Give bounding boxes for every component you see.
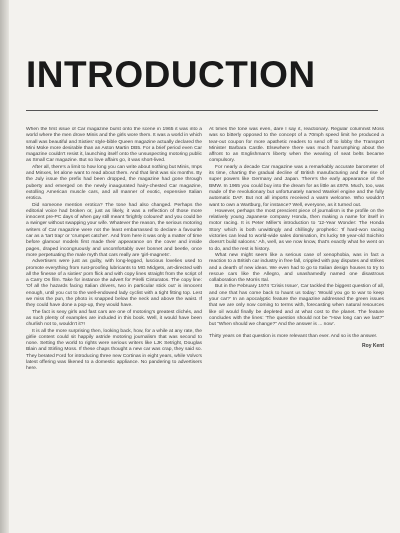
page-gutter-shadow [0, 0, 9, 533]
paragraph: What new might seem like a serious case of xenophobia, was in fact a reaction to a British car industry in free fall, crippled with pay disputes and strikes and a dearth of new ideas. We even had to go to Italian design houses to try to rescue cars like the Allegro, and unashamedly named one disastrous collaboration the Morris Ital. [209, 252, 384, 284]
closing-paragraph: Thirty years on that question is more relevant than ever. And so is the answer. [209, 333, 378, 339]
title-rule [26, 110, 378, 111]
paragraph: However, perhaps the most prescient piece of journalism is the profile on the relatively young Japanese company Honda, then making a name for itself in motor racing. It is Peter Miller's introduction to '12-Year Wonder: The Honda Story' which is both unwittingly and chillingly prophetic: 'If hard-won racing victories can lead to world-wide sales domination, it's lucky 59 year-old Soichiro doesn't build saloons.' Ah, well, as we now know, that's exactly what he went on to do, and the rest is history. [209, 208, 384, 252]
left-text-column [26, 127, 202, 527]
paragraph: But in the February 1974 'Crisis Issue', Car tackled the biggest question of all, and one that has come back to haunt us today: 'Would you go to war to keep your car?' In an apocalyptic feature the magazine addressed the green issues that we are only now coming to terms with, forecasting when natural resources like oil would finally be depleted and at what cost to the planet. The feature concludes with the lines: 'The question should not be "How long can we last?" but "When should we change?" And the answer is ... now'. [209, 284, 384, 328]
right-text-column [209, 127, 384, 527]
page-title: INTRODUCTION [26, 54, 316, 95]
paragraph: For nearly a decade Car magazine was a remarkably accurate barometer of its time, charting the gradual decline of British manufacturing and the rise of super powers like Germany and Japan. There's the early appearance of the BMW. In 1965 you could buy into the dream for as little as £979. Much, too, was made of the revolutionary but unfortunately named Wankel engine and the fully automatic DAF. But not all imports received a warm welcome. Who wouldn't want to own a Wartburg, for instance? Well, everyone, as it turned out. [209, 164, 384, 208]
paragraph: At times the tone was even, dare I say it, reactionary. Regular columnist Moss was so bitterly opposed to the concept of a 70mph speed limit he produced a tear-out coupon for more apathetic readers to send off to lobby the Transport Minister Barbara Castle. Elsewhere there was much harrumphing about the affront to an Englishman's liberty when the wearing of seat belts became compulsory. [209, 127, 384, 164]
paragraph: Advertisers were just as guilty, with long-legged, luscious lovelies used to promote everything from rust-proofing lubricants to MG Midgets, art-directed with all the finesse of a sixties' porn flick and with copy lines straight from the script of a Carry On film. Take for instance the advert for Pirelli Cinturatos. The copy line: 'Of all the hazards facing Italian drivers, two in particular stick out' is innocent enough, until you cut to the well-endowed lady cyclist with a tight fitting top. Lest we miss the pun, the photo is snapped below the neck and above the waist. If they could have done a pop-up, they would have. [26, 259, 202, 309]
author-signature: Roy Kent [362, 342, 384, 349]
paragraph: It is all the more surprising then, looking back, how, for a while at any rate, the girlie content could sit happily astride motoring journalism that was second to none. Setting the world to rights were serious writers like LJK Setright, Douglas Blain and Stirling Moss. If these chaps thought a new car was crap, they said so. They berated Ford for introducing three new Cortinas in eight years, while Volvo's latest offering was likened to a domestic appliance. No pandering to advertisers here. [26, 328, 202, 372]
paragraph: When the first issue of Car magazine burst onto the scene in 1965 it was into a world where the men drove Minis and the girls wore them. It was a world in which small was beautiful and Sixties' style-bible Queen magazine actually declared the Mini Moke more desirable than an Aston Martin DB5. For a brief period even Car magazine couldn't resist it, launching itself onto the unsuspecting motoring public as Small Car magazine. But so love affairs go, it was short-lived. [26, 127, 202, 164]
paragraph: The fact is sexy girls and fast cars are one of motoring's greatest clichés, and as such plenty of examples are included in this book. Well, it would have been churlish not to, wouldn't it?! [26, 309, 202, 328]
paragraph: Did someone mention erotica? The tone had also changed. Perhaps the editorial voice had broken or, just as likely, it was a reflection of those more innocent pre-PC days of when gay still meant 'brightly coloured' and you could be a swinger without swapping your wife. Whatever the reason, the serious motoring writers of Car magazine were not the least embarrassed to declare a favourite car as a 'tart trap' or 'crumpet catcher'. And from here it was only a matter of time before glamour models first made their appearance on the cover and inside pages, draped incongruously and uncomfortably over bonnet and beetle, once more perpetuating the male myth that cars really are 'girl-magnets'. [26, 202, 202, 258]
paragraph: After all, there's a limit to how long you can write about nothing but Minis, Imps and Minxes, let alone want to read about them. And that limit was six months. By the July issue the prefix had been dropped, the magazine had gone through puberty and emerged on the newly inaugurated hairy-chested Car magazine, extolling American muscle cars, and all manner of exotic, expensive Italian erotica. [26, 164, 202, 202]
